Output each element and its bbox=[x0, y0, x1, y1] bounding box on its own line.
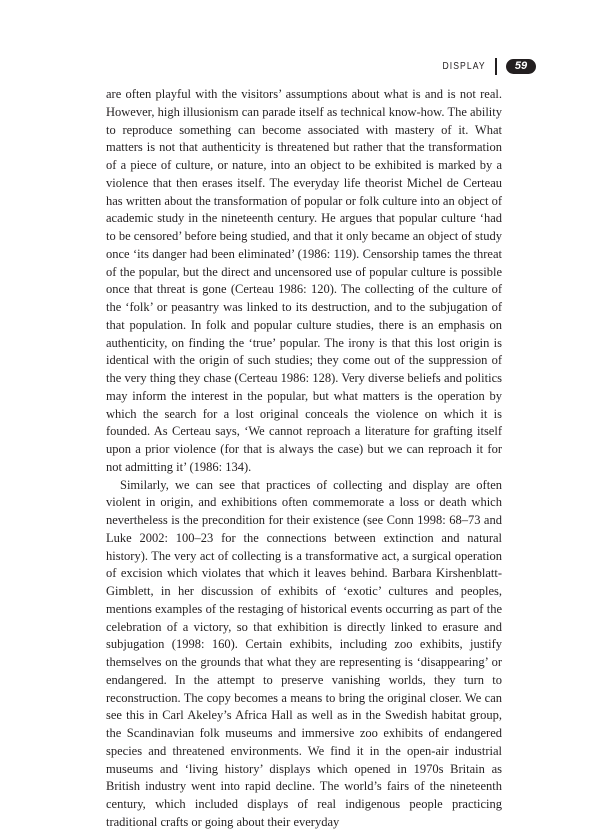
paragraph: are often playful with the visitors’ assumptions about what is and is not real. However, high illusionism can parade itself as technical know-how. The ability to reproduce something can become associated with mastery of it. What matters is not that authenticity is threatened but rather that the transformation of a piece of culture, or nature, into an object to be exhibited is marked by a violence that then erases itself. The everyday life theorist Michel de Certeau has written about the transformation of popular or folk culture into an object of academic study in the nineteenth century. He argues that popular culture ‘had to be censored’ before being studied, and that it only became an object of study once ‘its danger had been eliminated’ (1986: 119). Censorship tames the threat of the popular, but the direct and uncensored use of popular culture is possible once that threat is gone (Certeau 1986: 120). The collecting of the culture of the ‘folk’ or peasantry was linked to its destruction, and to the subjugation of that population. In folk and popular culture studies, there is an emphasis on authenticity, on finding the ‘true’ popular. The irony is that this lost origin is identical with the origin of such studies; they come out of the suppression of the very thing they chase (Certeau 1986: 128). Very diverse beliefs and politics may inform the interest in the popular, but what matters is the operation by which the search for a lost original conceals the violence on which it is founded. As Certeau says, ‘We cannot reproach a literature for grafting itself upon a prior violence (for that is always the case) but we can reproach it for not admitting it’ (1986: 134). bbox=[106, 87, 502, 474]
paragraph: Similarly, we can see that practices of collecting and display are often violent in origin, and exhibitions often commemorate a loss or death which nevertheless is the precondition for their existence (see Conn 1998: 68–73 and Luke 2002: 100–23 for the connections between extinction and natural history). The very act of collecting is a transformative act, a surgical operation of excision which violates that which it leaves behind. Barbara Kirshenblatt-Gimblett, in her discussion of exhibits of ‘exotic’ cultures and peoples, mentions examples of the restaging of historical events occurring as part of the celebration of a victory, so that exhibition is directly linked to erasure and subjugation (1998: 160). Certain exhibits, including zoo exhibits, justify themselves on the grounds that what they are representing is ‘disappearing’ or endangered. In the attempt to preserve vanishing worlds, they turn to reconstruction. The copy becomes a means to bring the original closer. We can see this in Carl Akeley’s Africa Hall as well as in the Swedish habitat group, the Scandinavian folk museums and immersive zoo exhibits of endangered species and threatened environments. We find it in the open-air industrial museums and ‘living history’ displays which opened in 1970s Britain as British industry went into rapid decline. The world’s fairs of the nineteenth century, which included displays of real indigenous people practicing traditional crafts or going about their everyday bbox=[106, 477, 502, 829]
header-divider bbox=[495, 58, 497, 75]
running-head bbox=[433, 57, 536, 75]
body-text bbox=[106, 86, 502, 832]
section-title: DISPLAY bbox=[442, 60, 486, 72]
page-number: 59 bbox=[506, 59, 536, 74]
